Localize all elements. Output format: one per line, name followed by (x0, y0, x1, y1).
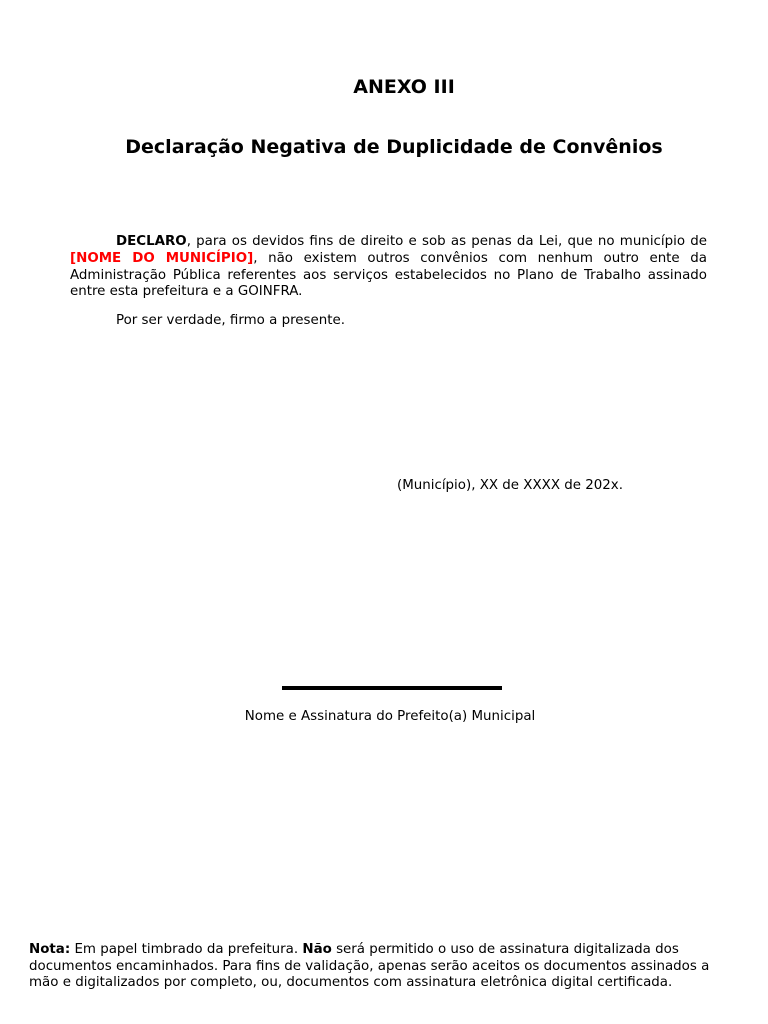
place-date-line: (Município), XX de XXXX de 202x. (397, 478, 623, 493)
declaro-label: DECLARO (116, 234, 187, 249)
closing-sentence: Por ser verdade, firmo a presente. (116, 313, 345, 328)
municipality-placeholder: [NOME DO MUNICÍPIO] (70, 250, 254, 266)
declaration-text-1: , para os devidos fins de direito e sob as penas da Lei, que no município de (186, 234, 707, 249)
footnote (29, 942, 729, 992)
note-label: Nota: (29, 942, 71, 957)
declaration-text-2: , não existem outros convênios com nenhum outro ente da Administração Pública referentes aos serviços estabelecidos no Plano de Trabalho assinado entre esta prefeitura e a GOINFRA. (70, 250, 707, 300)
signature-label: Nome e Assinatura do Prefeito(a) Municipal (244, 709, 536, 724)
annex-title: ANEXO III (353, 76, 455, 98)
declaration-paragraph (70, 234, 707, 301)
document-title: Declaração Negativa de Duplicidade de Convênios (125, 136, 663, 158)
note-text-2: será permitido o uso de assinatura digitalizada dos documentos encaminhados. Para fins de validação, apenas serão aceitos os documentos assinados a mão e digitalizados por completo, ou, documentos com assinatura eletrônica digital certificada. (29, 942, 710, 990)
note-nao: Não (302, 942, 332, 957)
signature-line (282, 686, 502, 690)
note-text-1: Em papel timbrado da prefeitura. (70, 942, 303, 957)
